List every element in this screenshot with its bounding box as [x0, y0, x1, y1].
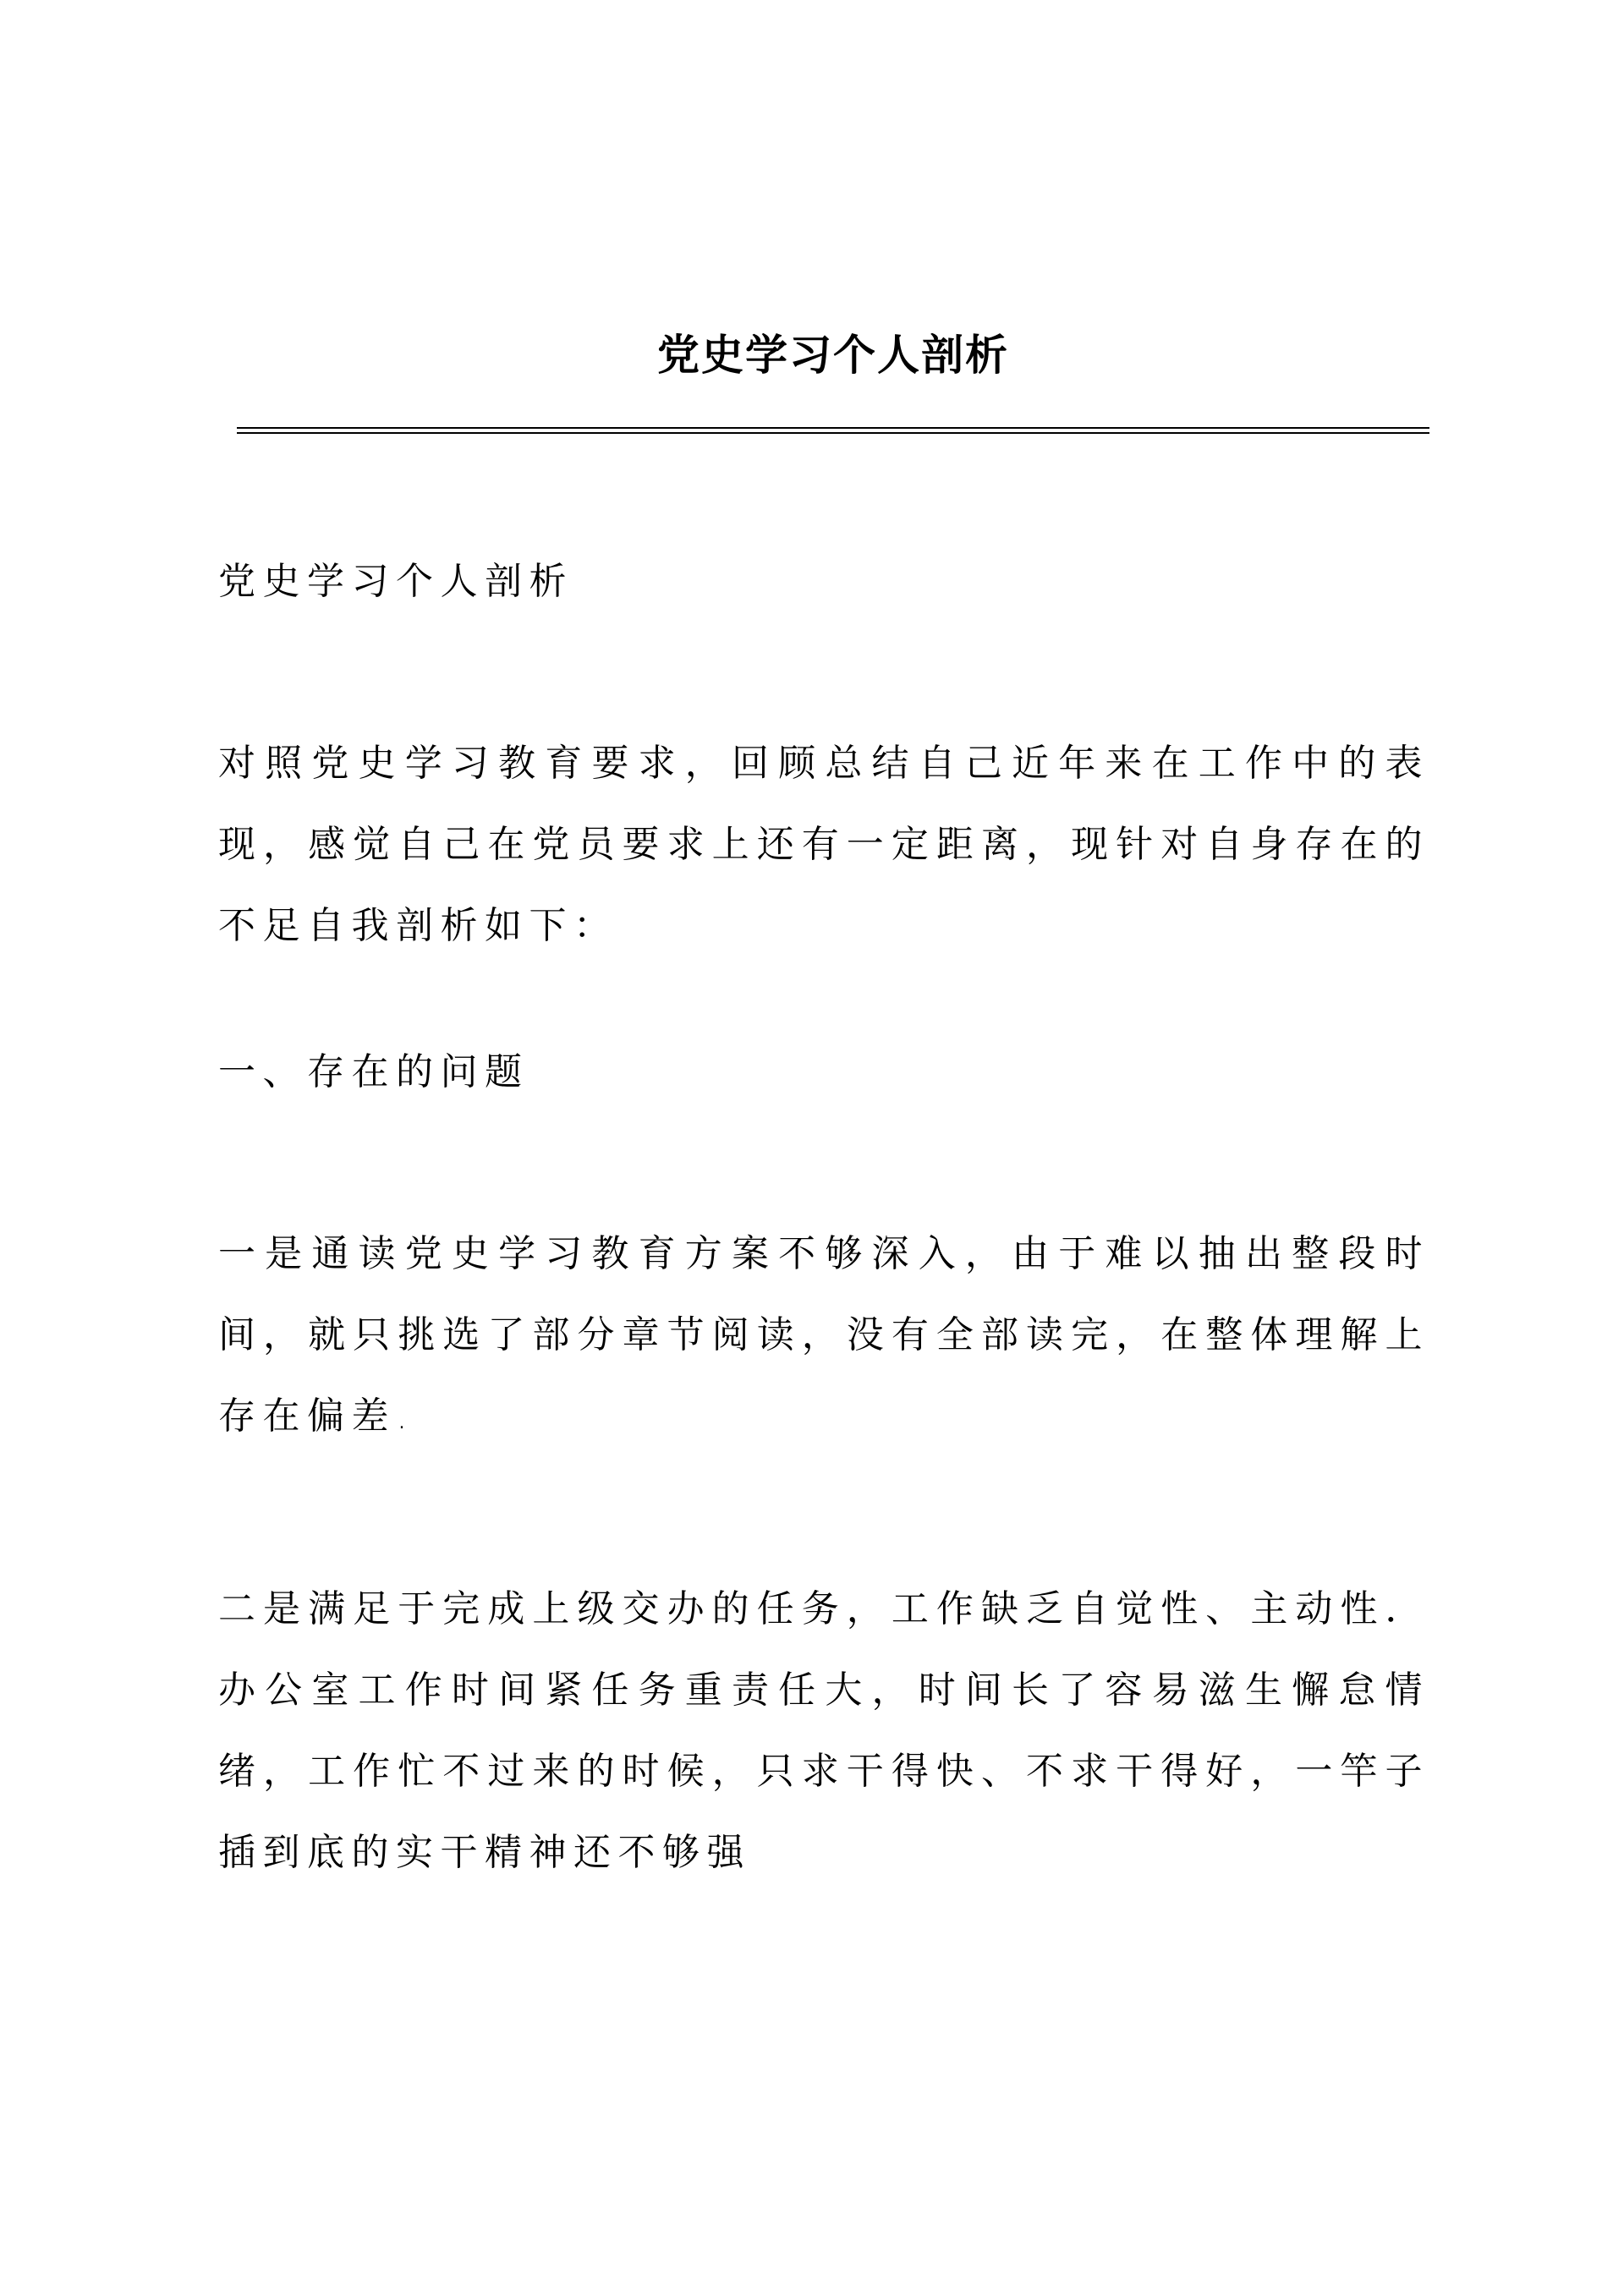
document-title: 党史学习个人剖析 — [657, 330, 1009, 380]
issue-paragraph-2: 二是满足于完成上级交办的任务，工作缺乏自觉性、主动性．办公室工作时间紧任务重责任大，时间长了容易滋生懈怠情绪，工作忙不过来的时候，只求干得快、不求干得好，一竿子插到底的实干精神还不够强 — [218, 1587, 1429, 1874]
section-heading-problems: 一、存在的问题 — [218, 1050, 529, 1093]
subtitle-paragraph: 党史学习个人剖析 — [218, 560, 573, 603]
issue-paragraph-1: 一是通读党史学习教育方案不够深入，由于难以抽出整段时间，就只挑选了部分章节阅读，没有全部读完，在整体理解上存在偏差. — [218, 1232, 1429, 1438]
intro-paragraph: 对照党史学习教育要求，回顾总结自己近年来在工作中的表现，感觉自己在党员要求上还有一定距离，现针对自身存在的不足自我剖析如下： — [218, 742, 1429, 947]
title-double-rule — [237, 427, 1429, 434]
